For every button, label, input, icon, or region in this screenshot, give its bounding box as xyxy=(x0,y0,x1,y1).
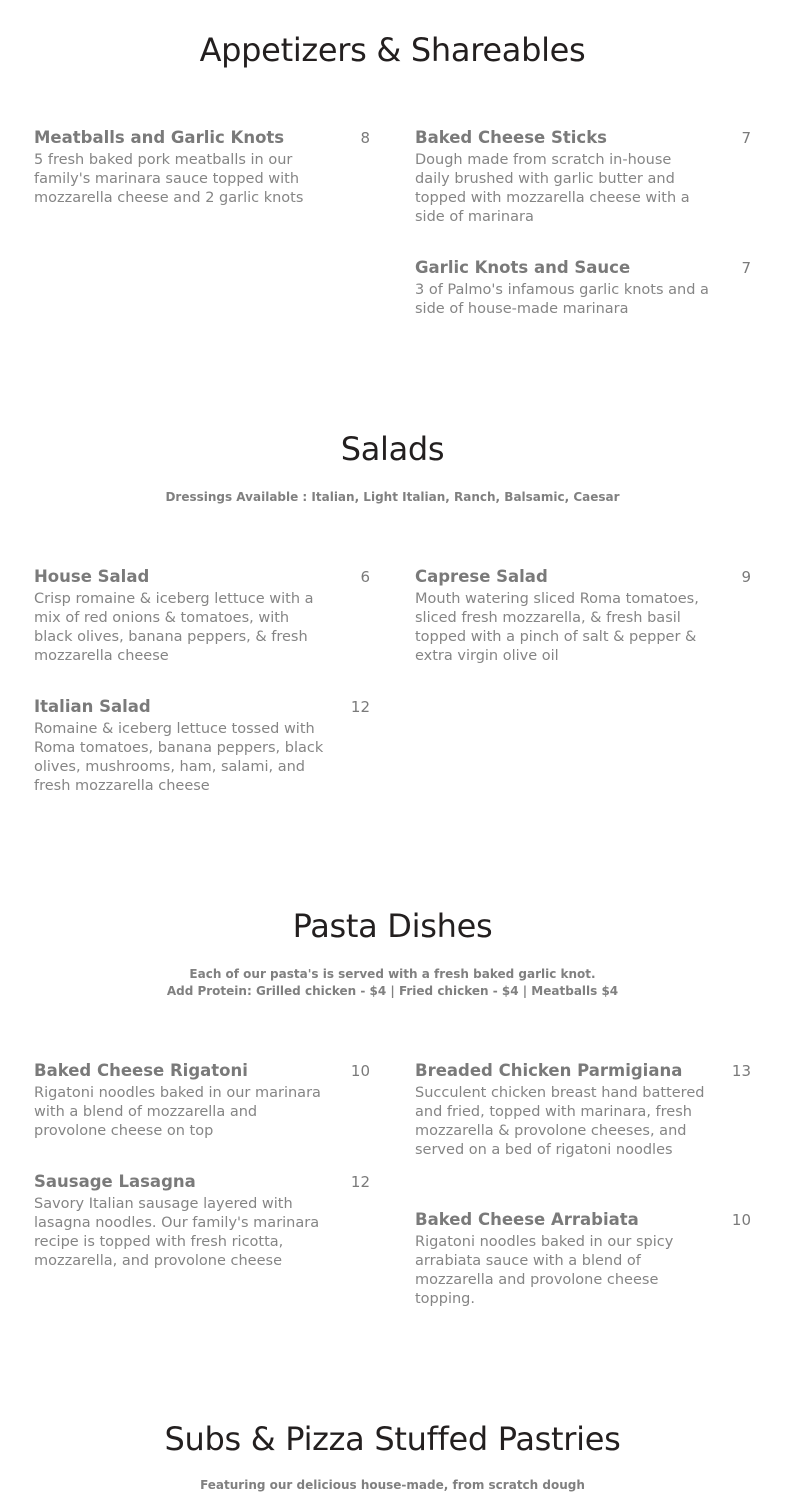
item-price: 8 xyxy=(360,129,370,147)
item-name: Meatballs and Garlic Knots xyxy=(34,128,285,147)
item-description: Succulent chicken breast hand battered and fried, topped with marinara, fresh mozzarella & provolone cheeses, and served on a bed of rigatoni noodles xyxy=(415,1085,705,1158)
item-price: 7 xyxy=(741,129,751,147)
item-name: House Salad xyxy=(34,567,150,586)
section-title-salads: Salads xyxy=(340,430,445,468)
item-name: Garlic Knots and Sauce xyxy=(415,258,631,277)
item-description: Mouth watering sliced Roma tomatoes, sliced fresh mozzarella, & fresh basil topped with a pinch of salt & pepper & extra virgin olive oil xyxy=(415,591,699,664)
item-price: 13 xyxy=(731,1062,751,1080)
item-name: Breaded Chicken Parmigiana xyxy=(415,1061,683,1080)
section-title-pasta-dishes: Pasta Dishes xyxy=(292,907,493,945)
section-note-dough: Featuring our delicious house-made, from scratch dough xyxy=(200,1478,585,1492)
section-note-add-protein: Add Protein: Grilled chicken - $4 | Fried chicken - $4 | Meatballs $4 xyxy=(166,984,619,998)
item-description: 3 of Palmo's infamous garlic knots and a side of house-made marinara xyxy=(415,282,709,317)
item-price: 10 xyxy=(350,1062,370,1080)
item-description: Rigatoni noodles baked in our spicy arrabiata sauce with a blend of mozzarella and provolone cheese topping. xyxy=(415,1234,674,1307)
item-price: 12 xyxy=(350,1173,370,1191)
item-price: 10 xyxy=(731,1211,751,1229)
section-note-garlic-knot: Each of our pasta's is served with a fresh baked garlic knot. xyxy=(189,967,596,981)
item-name: Baked Cheese Rigatoni xyxy=(34,1061,248,1080)
item-price: 9 xyxy=(741,568,751,586)
item-price: 12 xyxy=(350,698,370,716)
section-title-subs-and-pastries: Subs & Pizza Stuffed Pastries xyxy=(164,1420,621,1458)
item-name: Baked Cheese Sticks xyxy=(415,128,607,147)
item-name: Sausage Lasagna xyxy=(34,1172,196,1191)
item-name: Caprese Salad xyxy=(415,567,548,586)
item-name: Baked Cheese Arrabiata xyxy=(415,1210,639,1229)
item-description: Crisp romaine & iceberg lettuce with a mix of red onions & tomatoes, with black olives, banana peppers, & fresh mozzarella cheese xyxy=(34,591,314,664)
item-description: Savory Italian sausage layered with lasagna noodles. Our family's marinara recipe is topped with fresh ricotta, mozzarella, and provolone cheese xyxy=(34,1196,320,1269)
item-name: Italian Salad xyxy=(34,697,151,716)
item-price: 6 xyxy=(360,568,370,586)
section-title-appetizers: Appetizers & Shareables xyxy=(199,31,586,69)
section-note-dressings: Dressings Available : Italian, Light Italian, Ranch, Balsamic, Caesar xyxy=(165,490,620,504)
item-description: Rigatoni noodles baked in our marinara with a blend of mozzarella and provolone cheese on top xyxy=(34,1085,321,1139)
item-description: Romaine & iceberg lettuce tossed with Roma tomatoes, banana peppers, black olives, mushrooms, ham, salami, and fresh mozzarella cheese xyxy=(34,721,324,794)
item-price: 7 xyxy=(741,259,751,277)
item-description: Dough made from scratch in-house daily brushed with garlic butter and topped with mozzarella cheese with a side of marinara xyxy=(415,152,690,225)
item-description: 5 fresh baked pork meatballs in our family's marinara sauce topped with mozzarella cheese and 2 garlic knots xyxy=(34,152,304,206)
